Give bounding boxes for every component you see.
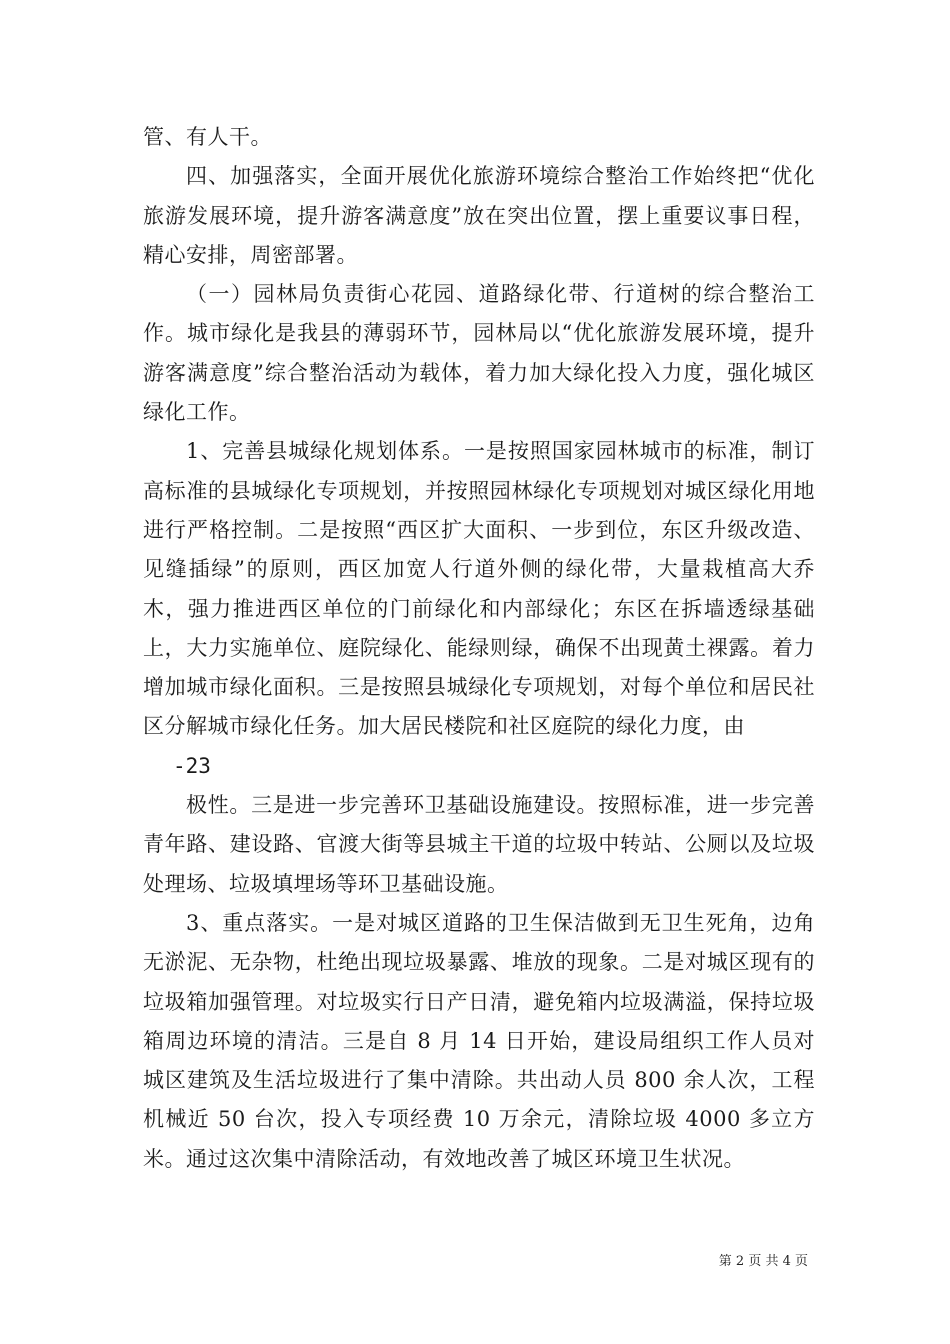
paragraph-item-three: 3、重点落实。一是对城区道路的卫生保洁做到无卫生死角，边角无淤泥、无杂物，杜绝出现垃圾暴露、堆放的现象。二是对城区现有的垃圾箱加强管理。对垃圾实行日产日清，避免箱内垃圾满溢，保持垃圾箱周边环境的清洁。三是自 8 月 14 日开始，建设局组织工作人员对城区建筑及生活垃圾进行了集中清除。共出动人员 800 余人次，工程机械近 50 台次，投入专项经费 10 万余元，清除垃圾 4000 多立方米。通过这次集中清除活动，有效地改善了城区环境卫生状况。 bbox=[143, 910, 815, 1171]
paragraph-section-four: 四、加强落实，全面开展优化旅游环境综合整治工作始终把“优化旅游发展环境，提升游客满意度”放在突出位置，摆上重要议事日程，精心安排，周密部署。 bbox=[143, 164, 815, 267]
paragraph-continuation: 管、有人干。 bbox=[143, 125, 272, 149]
page-number-footer: 第 2 页 共 4 页 bbox=[718, 1254, 808, 1269]
page-marker: -23 bbox=[173, 753, 211, 778]
paragraph-item-one: 1、完善县城绿化规划体系。一是按照国家园林城市的标准，制订高标准的县城绿化专项规划，并按照园林绿化专项规划对城区绿化用地进行严格控制。二是按照“西区扩大面积、一步到位，东区升级改造、见缝插绿”的原则，西区加宽人行道外侧的绿化带，大量栽植高大乔木，强力推进西区单位的门前绿化和内部绿化；东区在拆墙透绿基础上，大力实施单位、庭院绿化、能绿则绿，确保不出现黄土裸露。着力增加城市绿化面积。三是按照县城绿化专项规划，对每个单位和居民社区分解城市绿化任务。加大居民楼院和社区庭院的绿化力度，由 bbox=[143, 439, 815, 739]
paragraph-sanitation-facilities: 极性。三是进一步完善环卫基础设施建设。按照标准，进一步完善青年路、建设路、官渡大街等县城主干道的垃圾中转站、公厕以及垃圾处理场、垃圾填埋场等环卫基础设施。 bbox=[143, 793, 815, 896]
document-body bbox=[143, 118, 815, 1179]
paragraph-subsection-one: （一）园林局负责街心花园、道路绿化带、行道树的综合整治工作。城市绿化是我县的薄弱环节，园林局以“优化旅游发展环境，提升游客满意度”综合整治活动为载体，着力加大绿化投入力度，强化城区绿化工作。 bbox=[143, 282, 815, 425]
